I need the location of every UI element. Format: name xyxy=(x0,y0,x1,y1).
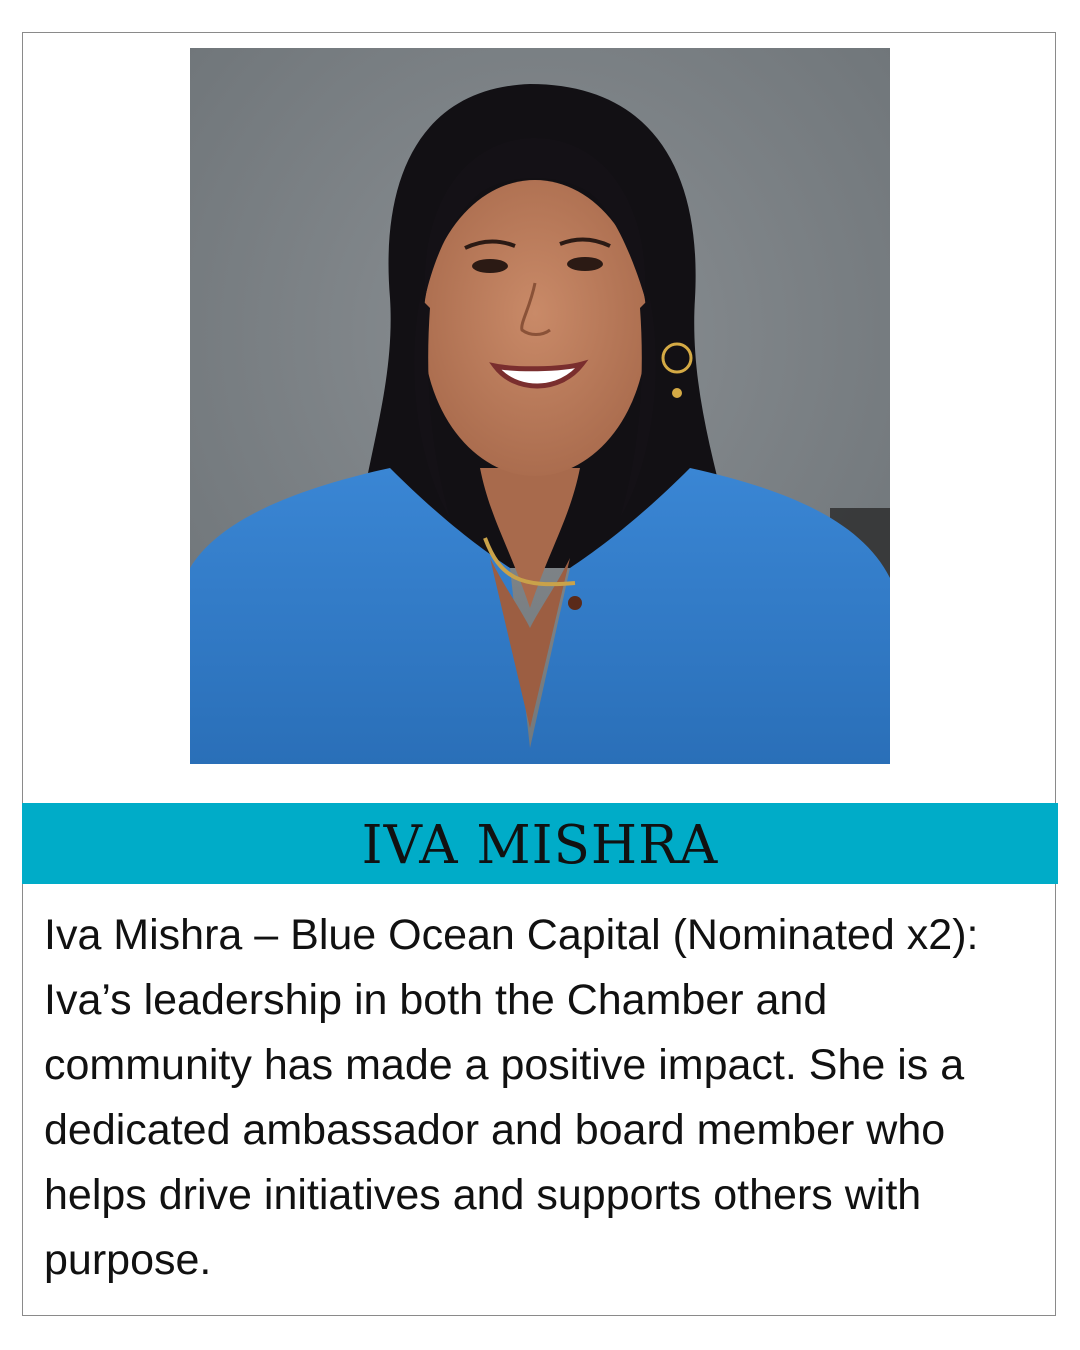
portrait-illustration xyxy=(190,48,890,764)
name-banner xyxy=(22,803,1058,884)
bio-text: Iva Mishra – Blue Ocean Capital (Nominated x2): Iva’s leadership in both the Chamber and community has made a positive impact. She is a dedicated ambassador and board member who helps drive initiatives and supports others with purpose. xyxy=(44,911,979,1284)
portrait-photo xyxy=(190,48,890,764)
person-name: IVA MISHRA xyxy=(361,815,719,876)
